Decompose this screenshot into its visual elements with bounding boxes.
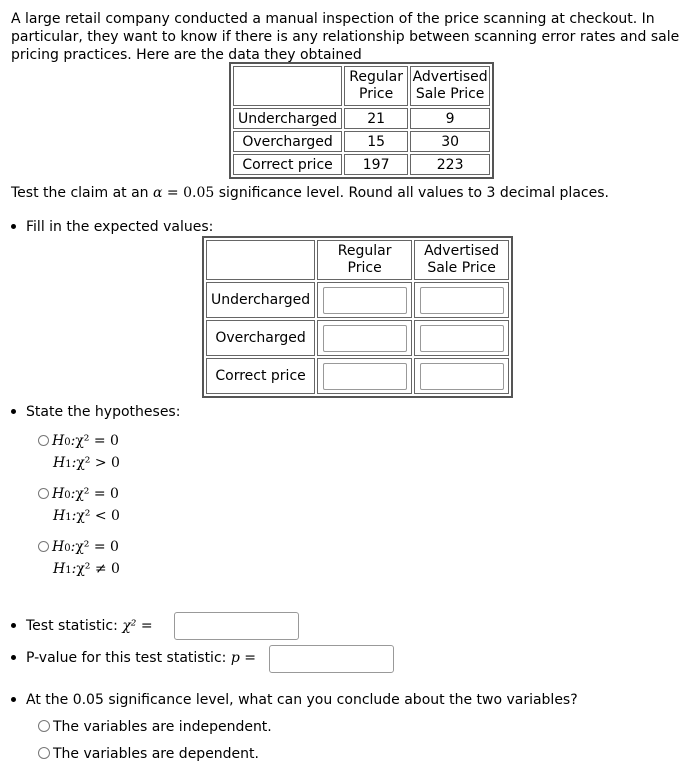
conclusion-option-dependent[interactable]: The variables are dependent. <box>38 746 259 762</box>
expected-table <box>202 236 513 398</box>
expected-prompt: Fill in the expected values: <box>11 219 213 235</box>
pvalue-input[interactable] <box>269 645 394 673</box>
hypothesis-option[interactable]: H0:χ² = 0 H1:χ² > 0 <box>38 431 120 475</box>
radio-button[interactable] <box>38 435 49 446</box>
expected-input[interactable] <box>420 287 504 314</box>
expected-row-label: Overcharged <box>206 320 315 356</box>
expected-col-regular: Regular Price <box>317 240 412 280</box>
hypothesis-option[interactable]: H0:χ² = 0 H1:χ² < 0 <box>38 484 120 528</box>
test-statistic-label: Test statistic: χ² = <box>11 618 153 634</box>
observed-col-sale: Advertised Sale Price <box>410 66 490 106</box>
expected-input[interactable] <box>323 287 407 314</box>
observed-cell: 197 <box>344 154 408 175</box>
expected-row-label: Undercharged <box>206 282 315 318</box>
observed-cell: 223 <box>410 154 490 175</box>
pvalue-label: P-value for this test statistic: p = <box>11 650 256 666</box>
expected-row-label: Correct price <box>206 358 315 394</box>
hypothesis-option[interactable]: H0:χ² = 0 H1:χ² ≠ 0 <box>38 537 120 581</box>
observed-cell: 21 <box>344 108 408 129</box>
observed-row-label: Undercharged <box>233 108 342 129</box>
observed-table <box>229 62 494 179</box>
observed-row-label: Overcharged <box>233 131 342 152</box>
conclusion-prompt: At the 0.05 significance level, what can you conclude about the two variables? <box>11 692 578 708</box>
expected-input[interactable] <box>420 325 504 352</box>
expected-input[interactable] <box>323 363 407 390</box>
observed-cell: 15 <box>344 131 408 152</box>
expected-input[interactable] <box>323 325 407 352</box>
radio-button[interactable] <box>38 720 50 732</box>
expected-input[interactable] <box>420 363 504 390</box>
radio-button[interactable] <box>38 747 50 759</box>
expected-col-sale: Advertised Sale Price <box>414 240 509 280</box>
radio-button[interactable] <box>38 488 49 499</box>
claim-text: Test the claim at an α = 0.05 significance level. Round all values to 3 decimal places. <box>11 185 609 201</box>
test-statistic-input[interactable] <box>174 612 299 640</box>
observed-cell: 30 <box>410 131 490 152</box>
observed-col-regular: Regular Price <box>344 66 408 106</box>
hypotheses-prompt: State the hypotheses: <box>11 404 180 420</box>
observed-cell: 9 <box>410 108 490 129</box>
problem-intro: A large retail company conducted a manual inspection of the price scanning at checkout. In particular, they want to know if there is any relationship between scanning error rates and sale pricing practices. Here are the data they obtained <box>11 11 680 63</box>
radio-button[interactable] <box>38 541 49 552</box>
observed-row-label: Correct price <box>233 154 342 175</box>
conclusion-option-independent[interactable]: The variables are independent. <box>38 719 272 735</box>
